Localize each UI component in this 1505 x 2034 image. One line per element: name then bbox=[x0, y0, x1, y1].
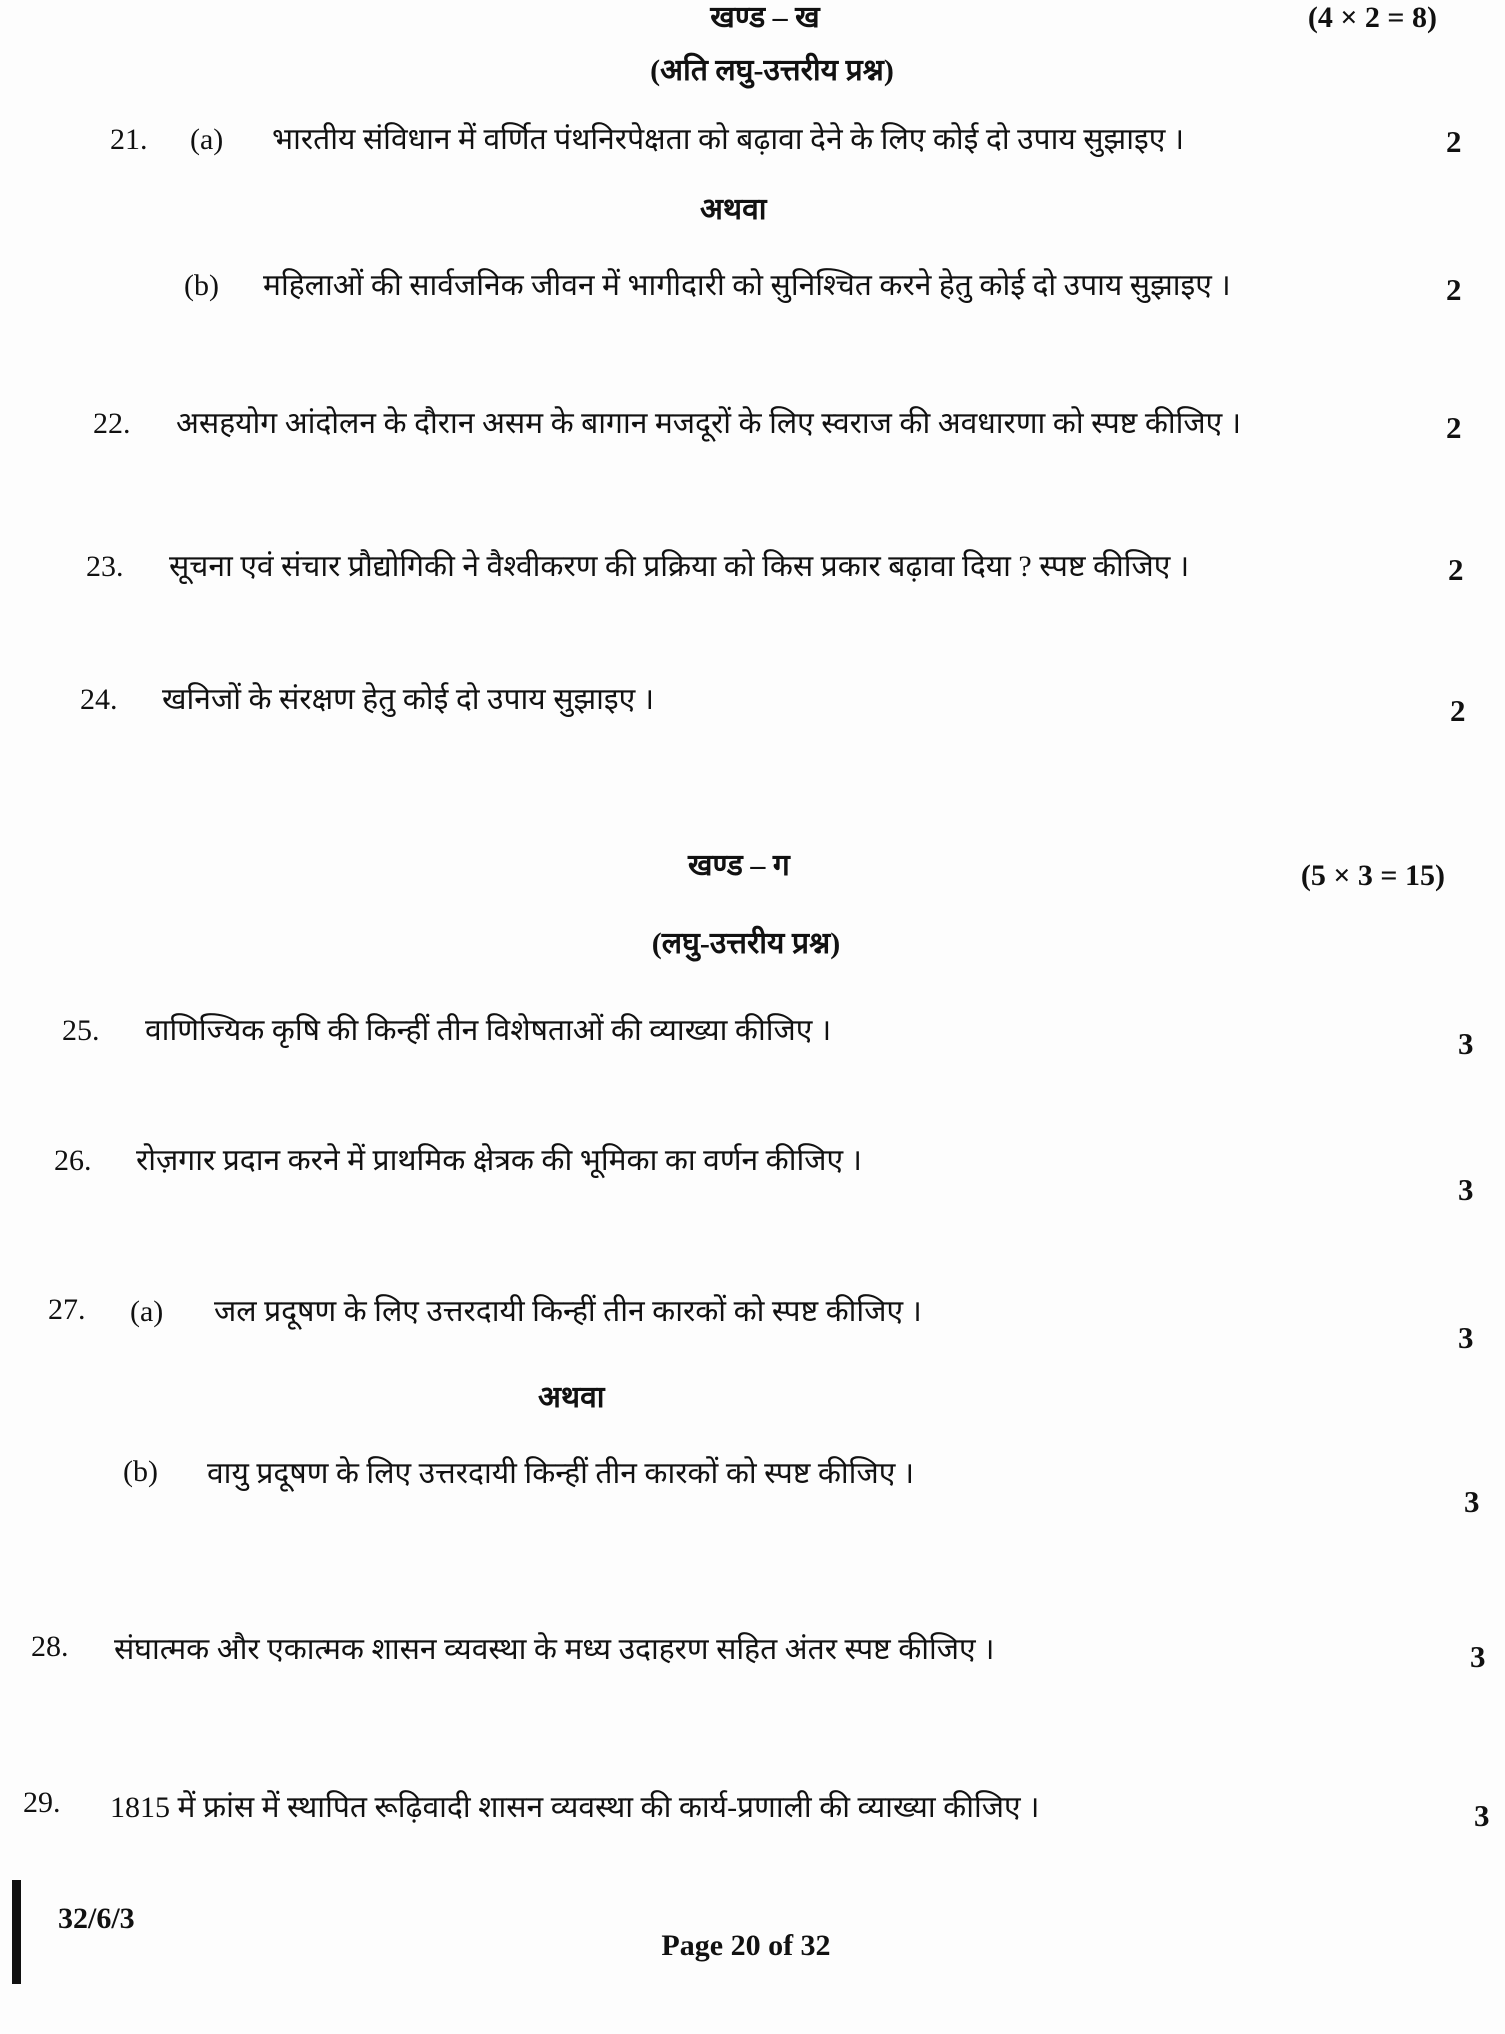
q26-text: रोज़गार प्रदान करने में प्राथमिक क्षेत्रक की भूमिका का वर्णन कीजिए । bbox=[136, 1144, 862, 1177]
section-c-subtitle: (लघु-उत्तरीय प्रश्न) bbox=[651, 927, 841, 960]
q29-marks: 3 bbox=[1474, 1798, 1490, 1833]
q22-number: 22. bbox=[93, 407, 131, 440]
or-label: अथवा bbox=[538, 1381, 605, 1414]
q23-marks: 2 bbox=[1448, 552, 1464, 587]
q21-a-text: भारतीय संविधान में वर्णित पंथनिरपेक्षता को बढ़ावा देने के लिए कोई दो उपाय सुझाइए । bbox=[272, 123, 1185, 156]
or-label: अथवा bbox=[700, 193, 767, 226]
q25-text: वाणिज्यिक कृषि की किन्हीं तीन विशेषताओं की व्याख्या कीजिए । bbox=[145, 1014, 832, 1047]
section-c-title: खण्ड – ग bbox=[688, 849, 790, 882]
q21-a-label: (a) bbox=[190, 123, 224, 156]
footer-margin-bar bbox=[12, 1880, 21, 1984]
q27-b-marks: 3 bbox=[1464, 1484, 1480, 1519]
q27-a-text: जल प्रदूषण के लिए उत्तरदायी किन्हीं तीन कारकों को स्पष्ट कीजिए । bbox=[214, 1295, 922, 1328]
q27-b-text: वायु प्रदूषण के लिए उत्तरदायी किन्हीं तीन कारकों को स्पष्ट कीजिए । bbox=[207, 1457, 915, 1490]
q25-number: 25. bbox=[62, 1014, 100, 1047]
q21-b-marks: 2 bbox=[1446, 272, 1462, 307]
q27-a-label: (a) bbox=[130, 1295, 164, 1328]
q27-a-marks: 3 bbox=[1458, 1320, 1474, 1355]
paper-code: 32/6/3 bbox=[58, 1902, 135, 1935]
q26-marks: 3 bbox=[1458, 1172, 1474, 1207]
q24-marks: 2 bbox=[1450, 693, 1466, 728]
q27-number: 27. bbox=[48, 1293, 86, 1326]
section-b-subtitle: (अति लघु-उत्तरीय प्रश्न) bbox=[650, 54, 894, 87]
q21-b-text: महिलाओं की सार्वजनिक जीवन में भागीदारी को सुनिश्चित करने हेतु कोई दो उपाय सुझाइए । bbox=[263, 269, 1231, 302]
q29-text: 1815 में फ्रांस में स्थापित रूढ़िवादी शासन व्यवस्था की कार्य-प्रणाली की व्याख्या कीजिए । bbox=[110, 1791, 1040, 1824]
q24-text: खनिजों के संरक्षण हेतु कोई दो उपाय सुझाइए । bbox=[162, 683, 655, 716]
q27-b-label: (b) bbox=[123, 1455, 158, 1488]
section-b-marks-scheme: (4 × 2 = 8) bbox=[1307, 1, 1437, 34]
q28-number: 28. bbox=[31, 1630, 69, 1663]
q21-number: 21. bbox=[110, 123, 148, 156]
q21-b-label: (b) bbox=[184, 269, 219, 302]
page-number: Page 20 of 32 bbox=[661, 1929, 831, 1962]
section-c-marks-scheme: (5 × 3 = 15) bbox=[1300, 859, 1445, 892]
q22-marks: 2 bbox=[1446, 410, 1462, 445]
q29-number: 29. bbox=[23, 1786, 61, 1819]
q25-marks: 3 bbox=[1458, 1026, 1474, 1061]
q23-text: सूचना एवं संचार प्रौद्योगिकी ने वैश्वीकरण की प्रक्रिया को किस प्रकार बढ़ावा दिया ? स्पष्ट कीजिए । bbox=[169, 550, 1190, 583]
q23-number: 23. bbox=[86, 550, 124, 583]
q24-number: 24. bbox=[80, 683, 118, 716]
q22-text: असहयोग आंदोलन के दौरान असम के बागान मजदूरों के लिए स्वराज की अवधारणा को स्पष्ट कीजिए । bbox=[176, 407, 1242, 440]
q28-text: संघात्मक और एकात्मक शासन व्यवस्था के मध्य उदाहरण सहित अंतर स्पष्ट कीजिए । bbox=[114, 1633, 995, 1666]
section-b-title: खण्ड – ख bbox=[710, 1, 820, 34]
q26-number: 26. bbox=[54, 1144, 92, 1177]
q21-a-marks: 2 bbox=[1446, 124, 1462, 159]
q28-marks: 3 bbox=[1470, 1639, 1486, 1674]
